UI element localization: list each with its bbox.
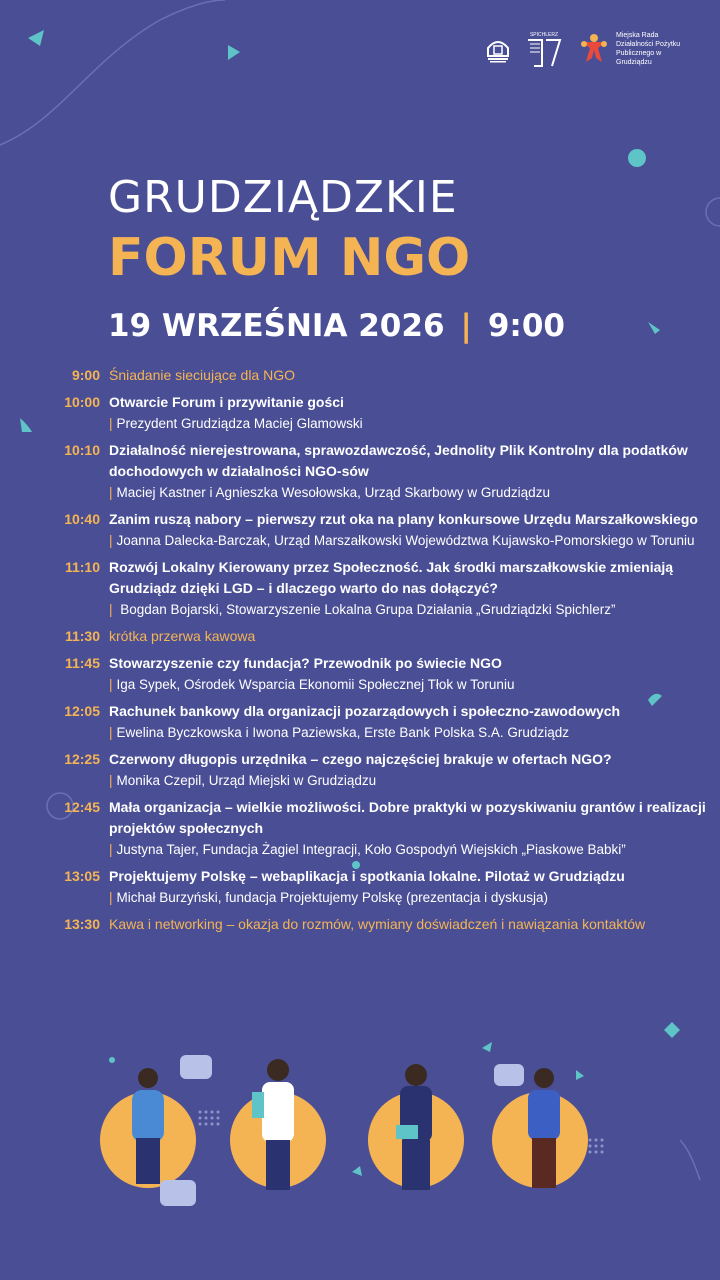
agenda-topic: Czerwony długopis urzędnika – czego najczęściej brakuje w ofertach NGO? [109,751,612,767]
event-day: 19 WRZEŚNIA 2026 [108,308,445,344]
agenda-speaker: | Ewelina Byczkowska i Iwona Paziewska, Erste Bank Polska S.A. Grudziądz [109,725,569,740]
grudziadz-logo [486,34,510,64]
agenda-speaker-text: Monika Czepil, Urząd Miejski w Grudziądzu [116,773,377,788]
agenda-time: 11:45 [64,655,100,671]
agenda-speaker: | Maciej Kastner i Agnieszka Wesołowska, Urząd Skarbowy w Grudziądzu [109,485,550,500]
agenda-topic: Projektujemy Polskę – webaplikacja i spotkania lokalne. Pilotaż w Grudziądzu [109,868,625,884]
agenda-topic: Działalność nierejestrowana, sprawozdawczość, Jednolity Plik Kontrolny dla podatków dochodowych w działalności NGO-sów [109,442,688,479]
agenda-speaker: | Bogdan Bojarski, Stowarzyszenie Lokalna Grupa Działania „Grudziądzki Spichlerz” [109,602,616,617]
agenda-speaker-text: Ewelina Byczkowska i Iwona Paziewska, Erste Bank Polska S.A. Grudziądz [116,725,569,740]
title-line-2: FORUM NGO [108,228,471,288]
agenda-time: 11:10 [64,559,100,575]
spichlerz-mark-icon [524,30,564,68]
agenda-speaker: | Iga Sypek, Ośrodek Wsparcia Ekonomii Społecznej Tłok w Toruniu [109,677,515,692]
agenda-time: 13:30 [64,916,100,932]
agenda-time: 11:30 [64,628,100,644]
agenda-topic: Otwarcie Forum i przywitanie gości [109,394,344,410]
agenda-item [0,392,720,434]
person-4-illustration [492,1064,588,1188]
agenda-time: 13:05 [64,868,100,884]
agenda-time: 10:00 [64,394,100,410]
rada-logo [578,31,696,67]
agenda-time: 9:00 [71,367,100,383]
agenda-topic: Rozwój Lokalny Kierowany przez Społeczność. Jak środki marszałkowskie zmieniają Grudziądz dzięki LGD – i dlaczego warto do nas dołączyć? [109,559,674,596]
agenda-speaker-text: Prezydent Grudziądza Maciej Glamowski [116,416,363,431]
agenda-item [0,749,720,791]
agenda-item [0,440,720,503]
agenda-speaker-text: Maciej Kastner i Agnieszka Wesołowska, Urząd Skarbowy w Grudziądzu [116,485,550,500]
agenda-speaker: | Prezydent Grudziądza Maciej Glamowski [109,416,363,431]
agenda-topic: Mała organizacja – wielkie możliwości. Dobre praktyki w pozyskiwaniu grantów i realizacji projektów społecznych [109,799,706,836]
people-star-icon [578,32,610,66]
agenda-time: 12:45 [64,799,100,815]
agenda-item [0,914,720,935]
agenda-topic: Rachunek bankowy dla organizacji pozarządowych i społeczno-zawodowych [109,703,621,719]
person-2-illustration [230,1059,326,1190]
agenda-topic: Stowarzyszenie czy fundacja? Przewodnik po świecie NGO [109,655,502,671]
agenda-time: 12:25 [64,751,100,767]
agenda-speaker-text: Joanna Dalecka-Barczak, Urząd Marszałkowski Województwa Kujawsko-Pomorskiego w Toruniu [116,533,695,548]
logos-header [486,30,696,68]
agenda-speaker-text: Iga Sypek, Ośrodek Wsparcia Ekonomii Społecznej Tłok w Toruniu [116,677,515,692]
people-illustration [0,1030,720,1230]
agenda-topic: Zanim ruszą nabory – pierwszy rzut oka na plany konkursowe Urzędu Marszałkowskiego [109,511,698,527]
agenda-item [0,866,720,908]
rada-logo-text: Miejska Rada Działalności Pożytku Publicznego w Grudziądzu [616,32,681,66]
agenda-time: 10:40 [64,511,100,527]
agenda-speaker-text: Justyna Tajer, Fundacja Żagiel Integracji, Koło Gospodyń Wiejskich „Piaskowe Babki” [116,842,626,857]
agenda-list [0,365,720,941]
agenda-topic: krótka przerwa kawowa [109,628,256,644]
agenda-speaker: | Justyna Tajer, Fundacja Żagiel Integracji, Koło Gospodyń Wiejskich „Piaskowe Babki” [109,842,626,857]
agenda-item [0,653,720,695]
agenda-time: 12:05 [64,703,100,719]
agenda-topic: Śniadanie sieciujące dla NGO [109,367,295,383]
person-1-illustration [100,1055,212,1206]
agenda-speaker: | Joanna Dalecka-Barczak, Urząd Marszałkowski Województwa Kujawsko-Pomorskiego w Toruniu [109,533,695,548]
agenda-item [0,557,720,620]
agenda-item [0,626,720,647]
date-separator: | [460,308,472,344]
agenda-item [0,797,720,860]
agenda-topic: Kawa i networking – okazja do rozmów, wymiany doświadczeń i nawiązania kontaktów [109,916,646,932]
agenda-speaker: | Monika Czepil, Urząd Miejski w Grudziądzu [109,773,377,788]
spichlerz-logo [524,30,564,68]
svg-text:SPICHLERZ: SPICHLERZ [529,32,559,38]
person-3-illustration [368,1064,464,1190]
agenda-speaker: | Michał Burzyński, fundacja Projektujemy Polskę (prezentacja i dyskusja) [109,890,548,905]
agenda-speaker-text: Michał Burzyński, fundacja Projektujemy Polskę (prezentacja i dyskusja) [116,890,548,905]
event-date [108,308,565,344]
agenda-time: 10:10 [64,442,100,458]
grudziadz-crest-icon [486,34,510,64]
agenda-speaker-text: Bogdan Bojarski, Stowarzyszenie Lokalna Grupa Działania „Grudziądzki Spichlerz” [116,602,616,617]
agenda-item [0,509,720,551]
event-time: 9:00 [487,308,565,344]
agenda-item [0,365,720,386]
title-line-1: GRUDZIĄDZKIE [108,172,458,223]
agenda-item [0,701,720,743]
